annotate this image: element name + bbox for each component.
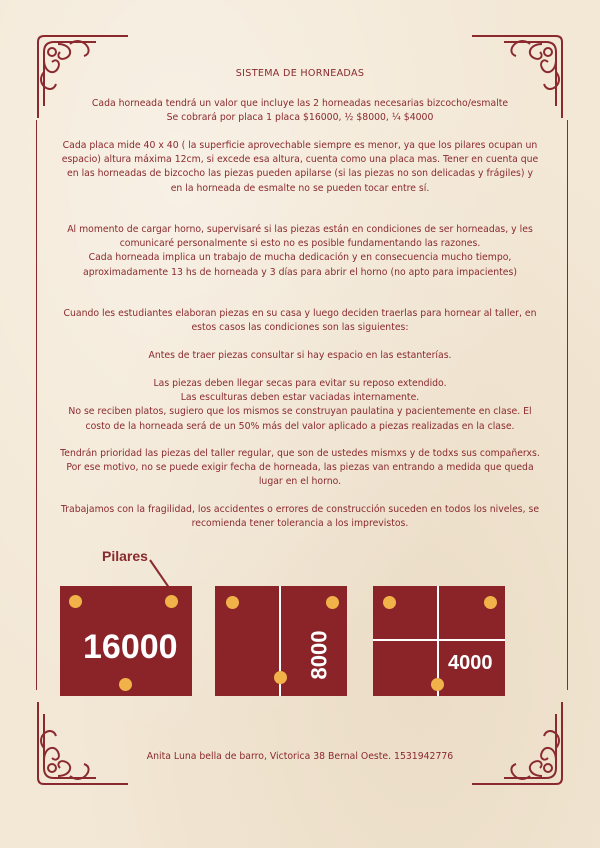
paragraph: Cuando les estudiantes elaboran piezas en su casa y luego deciden traerlas para hornear al taller, en estos casos las condiciones son las siguientes: xyxy=(63,308,537,334)
paragraph: Cada placa mide 40 x 40 ( la superficie aprovechable siempre es menor, ya que los pilares ocupan un espacio) altura máxima 12cm, si excede esa altura, cuenta como una placa mas. Tener en cuenta que en las horneadas de bizcocho las piezas pueden apilarse (si las piezas no son delicadas y frágiles) y en la horneada de esmalte no se pueden tocar entre sí. xyxy=(61,140,539,194)
plate-half xyxy=(215,586,347,696)
pilar-dot xyxy=(383,596,396,609)
pilares-label: Pilares xyxy=(102,548,148,564)
plate-quarter xyxy=(373,586,505,696)
text-block-priority xyxy=(60,447,540,490)
right-border-line xyxy=(567,120,568,690)
text-block-loading xyxy=(60,223,540,280)
paragraph: Cada horneada tendrá un valor que incluye las 2 horneadas necesarias bizcocho/esmalte xyxy=(91,98,509,109)
plate-value: 8000 xyxy=(306,630,332,680)
pilar-dot xyxy=(431,678,444,691)
paragraph: Trabajamos con la fragilidad, los accidentes o errores de construcción suceden en todos los niveles, se recomienda tener tolerancia a los imprevistos. xyxy=(60,504,540,530)
plate-full xyxy=(60,586,192,696)
plate-value: 16000 xyxy=(83,628,178,666)
text-block-consult xyxy=(60,349,540,363)
pilar-dot xyxy=(69,595,82,608)
footer-contact: Anita Luna bella de barro, Victorica 38 Bernal Oeste. 1531942776 xyxy=(146,751,454,762)
text-block-plate-size xyxy=(60,139,540,196)
paragraph: Antes de traer piezas consultar si hay espacio en las estanterías. xyxy=(148,350,452,361)
plate-divider-horizontal xyxy=(373,639,505,641)
paragraph: Tendrán prioridad las piezas del taller regular, que son de ustedes mismxs y de todxs sus compañerxs. Por ese motivo, no se puede exigir fecha de horneada, las piezas van entrando a medida que queda lugar en el horno. xyxy=(60,448,540,488)
paragraph: Las piezas deben llegar secas para evitar su reposo extendido. xyxy=(153,378,447,389)
text-block-conditions xyxy=(60,377,540,434)
text-block-pricing xyxy=(60,97,540,125)
pilar-dot xyxy=(326,596,339,609)
pilar-dot xyxy=(119,678,132,691)
text-block-students xyxy=(60,307,540,335)
text-block-fragility xyxy=(60,503,540,531)
paragraph: Las esculturas deben estar vaciadas internamente. xyxy=(180,392,420,404)
plate-value: 4000 xyxy=(448,652,493,674)
pilar-dot xyxy=(274,671,287,684)
corner-ornament-bottom-right xyxy=(470,700,570,790)
pilar-dot xyxy=(226,596,239,609)
paragraph: Se cobrará por placa 1 placa $16000, ½ $8000, ¼ $4000 xyxy=(166,112,434,124)
left-border-line xyxy=(36,120,37,690)
pilar-dot xyxy=(484,596,497,609)
pilar-dot xyxy=(165,595,178,608)
paragraph: Al momento de cargar horno, supervisaré si las piezas están en condiciones de ser horneadas, y les comunicaré personalmente si esto no es posible fundamentando las razones. xyxy=(67,224,533,250)
page-title: SISTEMA DE HORNEADAS xyxy=(235,68,365,79)
corner-ornament-bottom-left xyxy=(30,700,130,790)
paragraph: Cada horneada implica un trabajo de mucha dedicación y en consecuencia mucho tiempo, aproximadamente 13 hs de horneada y 3 días para abrir el horno (no apto para impacientes) xyxy=(83,252,517,278)
paragraph: No se reciben platos, sugiero que los mismos se construyan paulatina y pacientemente en clase. El costo de la horneada será de un 50% más del valor aplicado a piezas realizadas en la clase. xyxy=(68,406,532,432)
